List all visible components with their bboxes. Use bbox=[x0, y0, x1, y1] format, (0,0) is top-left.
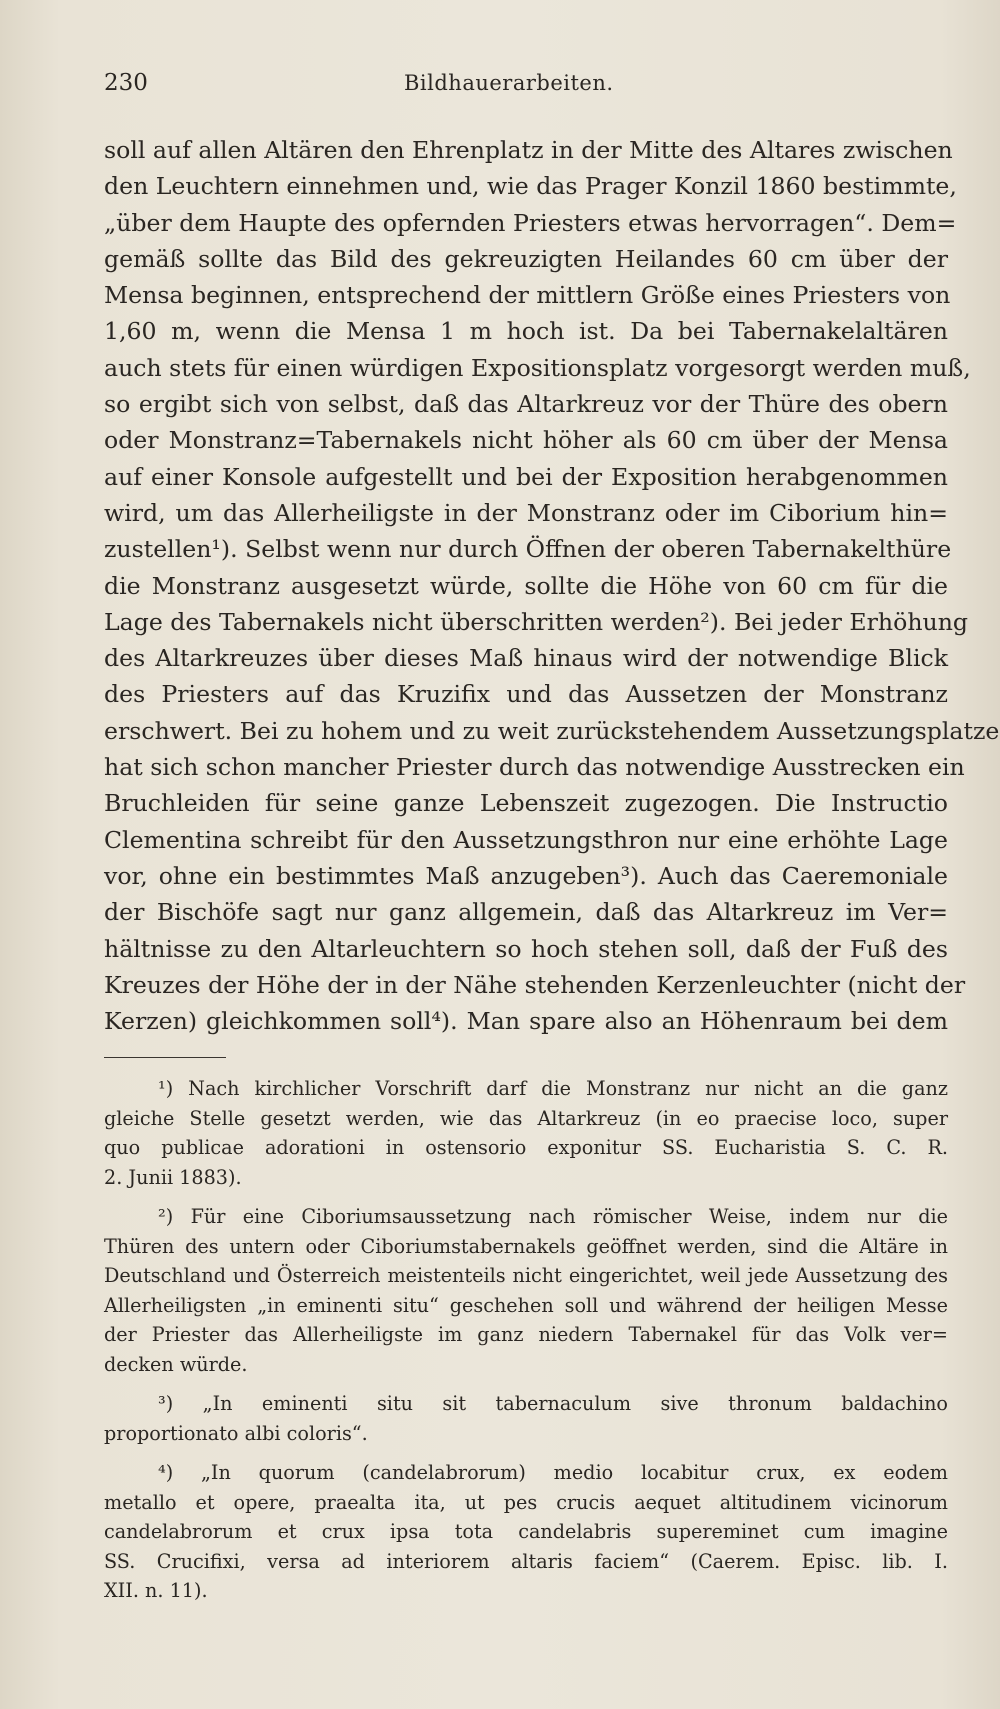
body-line: des Priesters auf das Kruzifix und das Aussetzen der Monstranz bbox=[104, 680, 948, 709]
running-title: Bildhauerarbeiten. bbox=[404, 71, 614, 95]
body-text bbox=[104, 132, 1000, 1039]
footnote-3 bbox=[104, 1389, 948, 1448]
footnote-line: Thüren des untern oder Ciboriumstabernakels geöffnet werden, sind die Altäre in bbox=[104, 1234, 948, 1258]
body-line: so ergibt sich von selbst, daß das Altarkreuz vor der Thüre des obern bbox=[104, 390, 948, 419]
body-line: Kerzen) gleichkommen soll⁴). Man spare also an Höhenraum bei dem bbox=[104, 1007, 948, 1036]
footnote-line: der Priester das Allerheiligste im ganz niedern Tabernakel für das Volk ver= bbox=[104, 1323, 948, 1347]
footnote-2 bbox=[104, 1202, 948, 1379]
body-line: der Bischöfe sagt nur ganz allgemein, daß das Altarkreuz im Ver= bbox=[104, 898, 948, 927]
body-line: den Leuchtern einnehmen und, wie das Prager Konzil 1860 bestimmte, bbox=[104, 172, 957, 201]
body-line: auch stets für einen würdigen Expositionsplatz vorgesorgt werden muß, bbox=[104, 353, 971, 382]
footnote-mark: ²) bbox=[158, 1205, 174, 1229]
footnote-4 bbox=[104, 1458, 948, 1606]
body-line: Lage des Tabernakels nicht überschritten werden²). Bei jeder Erhöhung bbox=[104, 607, 969, 636]
body-line: soll auf allen Altären den Ehrenplatz in der Mitte des Altares zwischen bbox=[104, 136, 953, 164]
body-line: „über dem Haupte des opfernden Priesters etwas hervorragen“. Dem= bbox=[104, 208, 957, 237]
footnote-text: „In quorum (candelabrorum) medio locabitur crux, ex eodem bbox=[200, 1461, 948, 1485]
footnote-mark: ⁴) bbox=[158, 1461, 174, 1485]
body-line: erschwert. Bei zu hohem und zu weit zurückstehendem Aussetzungsplatze bbox=[104, 716, 1000, 745]
footnote-line bbox=[104, 1202, 948, 1232]
body-line: 1,60 m, wenn die Mensa 1 m hoch ist. Da bei Tabernakelaltären bbox=[104, 317, 948, 346]
footnote-mark: ³) bbox=[158, 1392, 174, 1416]
footnote-text: „In eminenti situ sit tabernaculum sive thronum baldachino bbox=[202, 1392, 948, 1416]
footnote-line: gleiche Stelle gesetzt werden, wie das Altarkreuz (in eo praecise loco, super bbox=[104, 1106, 948, 1130]
footnote-line: proportionato albi coloris“. bbox=[104, 1421, 368, 1445]
footnote-line bbox=[104, 1389, 948, 1419]
body-line: oder Monstranz=Tabernakels nicht höher als 60 cm über der Mensa bbox=[104, 426, 948, 455]
footnote-text: Nach kirchlicher Vorschrift darf die Monstranz nur nicht an die ganz bbox=[188, 1077, 948, 1101]
body-line: vor, ohne ein bestimmtes Maß anzugeben³). Auch das Caeremoniale bbox=[104, 861, 948, 890]
footnote-divider bbox=[104, 1057, 226, 1058]
footnote-line: Deutschland und Österreich meistenteils nicht eingerichtet, weil jede Aussetzung des bbox=[104, 1264, 948, 1288]
footnote-mark: ¹) bbox=[158, 1077, 174, 1101]
footnote-text: Für eine Ciboriumsaussetzung nach römischer Weise, indem nur die bbox=[190, 1205, 948, 1229]
footnote-line bbox=[104, 1074, 948, 1104]
footnote-line: 2. Junii 1883). bbox=[104, 1165, 242, 1189]
footnotes bbox=[104, 1074, 948, 1606]
footnote-line bbox=[104, 1458, 948, 1488]
body-line: des Altarkreuzes über dieses Maß hinaus wird der notwendige Blick bbox=[104, 644, 948, 673]
footnote-line: metallo et opere, praealta ita, ut pes crucis aequet altitudinem vicinorum bbox=[104, 1490, 948, 1514]
body-line: wird, um das Allerheiligste in der Monstranz oder im Ciborium hin= bbox=[104, 498, 948, 527]
footnote-line: Allerheiligsten „in eminenti situ“ geschehen soll und während der heiligen Messe bbox=[104, 1293, 948, 1317]
footnote-line: XII. n. 11). bbox=[104, 1579, 208, 1603]
body-line: gemäß sollte das Bild des gekreuzigten Heilandes 60 cm über der bbox=[104, 244, 948, 273]
body-line: Clementina schreibt für den Aussetzungsthron nur eine erhöhte Lage bbox=[104, 825, 948, 854]
footnote-1 bbox=[104, 1074, 948, 1192]
footnote-line: candelabrorum et crux ipsa tota candelabris supereminet cum imagine bbox=[104, 1520, 948, 1544]
body-line: die Monstranz ausgesetzt würde, sollte die Höhe von 60 cm für die bbox=[104, 571, 948, 600]
footnote-line: quo publicae adorationi in ostensorio exponitur SS. Eucharistia S. C. R. bbox=[104, 1136, 948, 1160]
page-number: 230 bbox=[104, 70, 148, 96]
body-line: hat sich schon mancher Priester durch das notwendige Ausstrecken ein bbox=[104, 753, 965, 782]
body-line: zustellen¹). Selbst wenn nur durch Öffnen der oberen Tabernakelthüre bbox=[104, 535, 952, 564]
body-line: hältnisse zu den Altarleuchtern so hoch stehen soll, daß der Fuß des bbox=[104, 934, 948, 963]
footnote-line: SS. Crucifixi, versa ad interiorem altaris faciem“ (Caerem. Episc. lib. I. bbox=[104, 1549, 948, 1573]
footnote-line: decken würde. bbox=[104, 1352, 248, 1376]
body-line: Kreuzes der Höhe der in der Nähe stehenden Kerzenleuchter (nicht der bbox=[104, 970, 966, 999]
body-line: Bruchleiden für seine ganze Lebenszeit zugezogen. Die Instructio bbox=[104, 789, 948, 818]
body-line: auf einer Konsole aufgestellt und bei der Exposition herabgenommen bbox=[104, 462, 948, 491]
page-header bbox=[104, 70, 948, 110]
body-line: Mensa beginnen, entsprechend der mittlern Größe eines Priesters von bbox=[104, 281, 951, 310]
